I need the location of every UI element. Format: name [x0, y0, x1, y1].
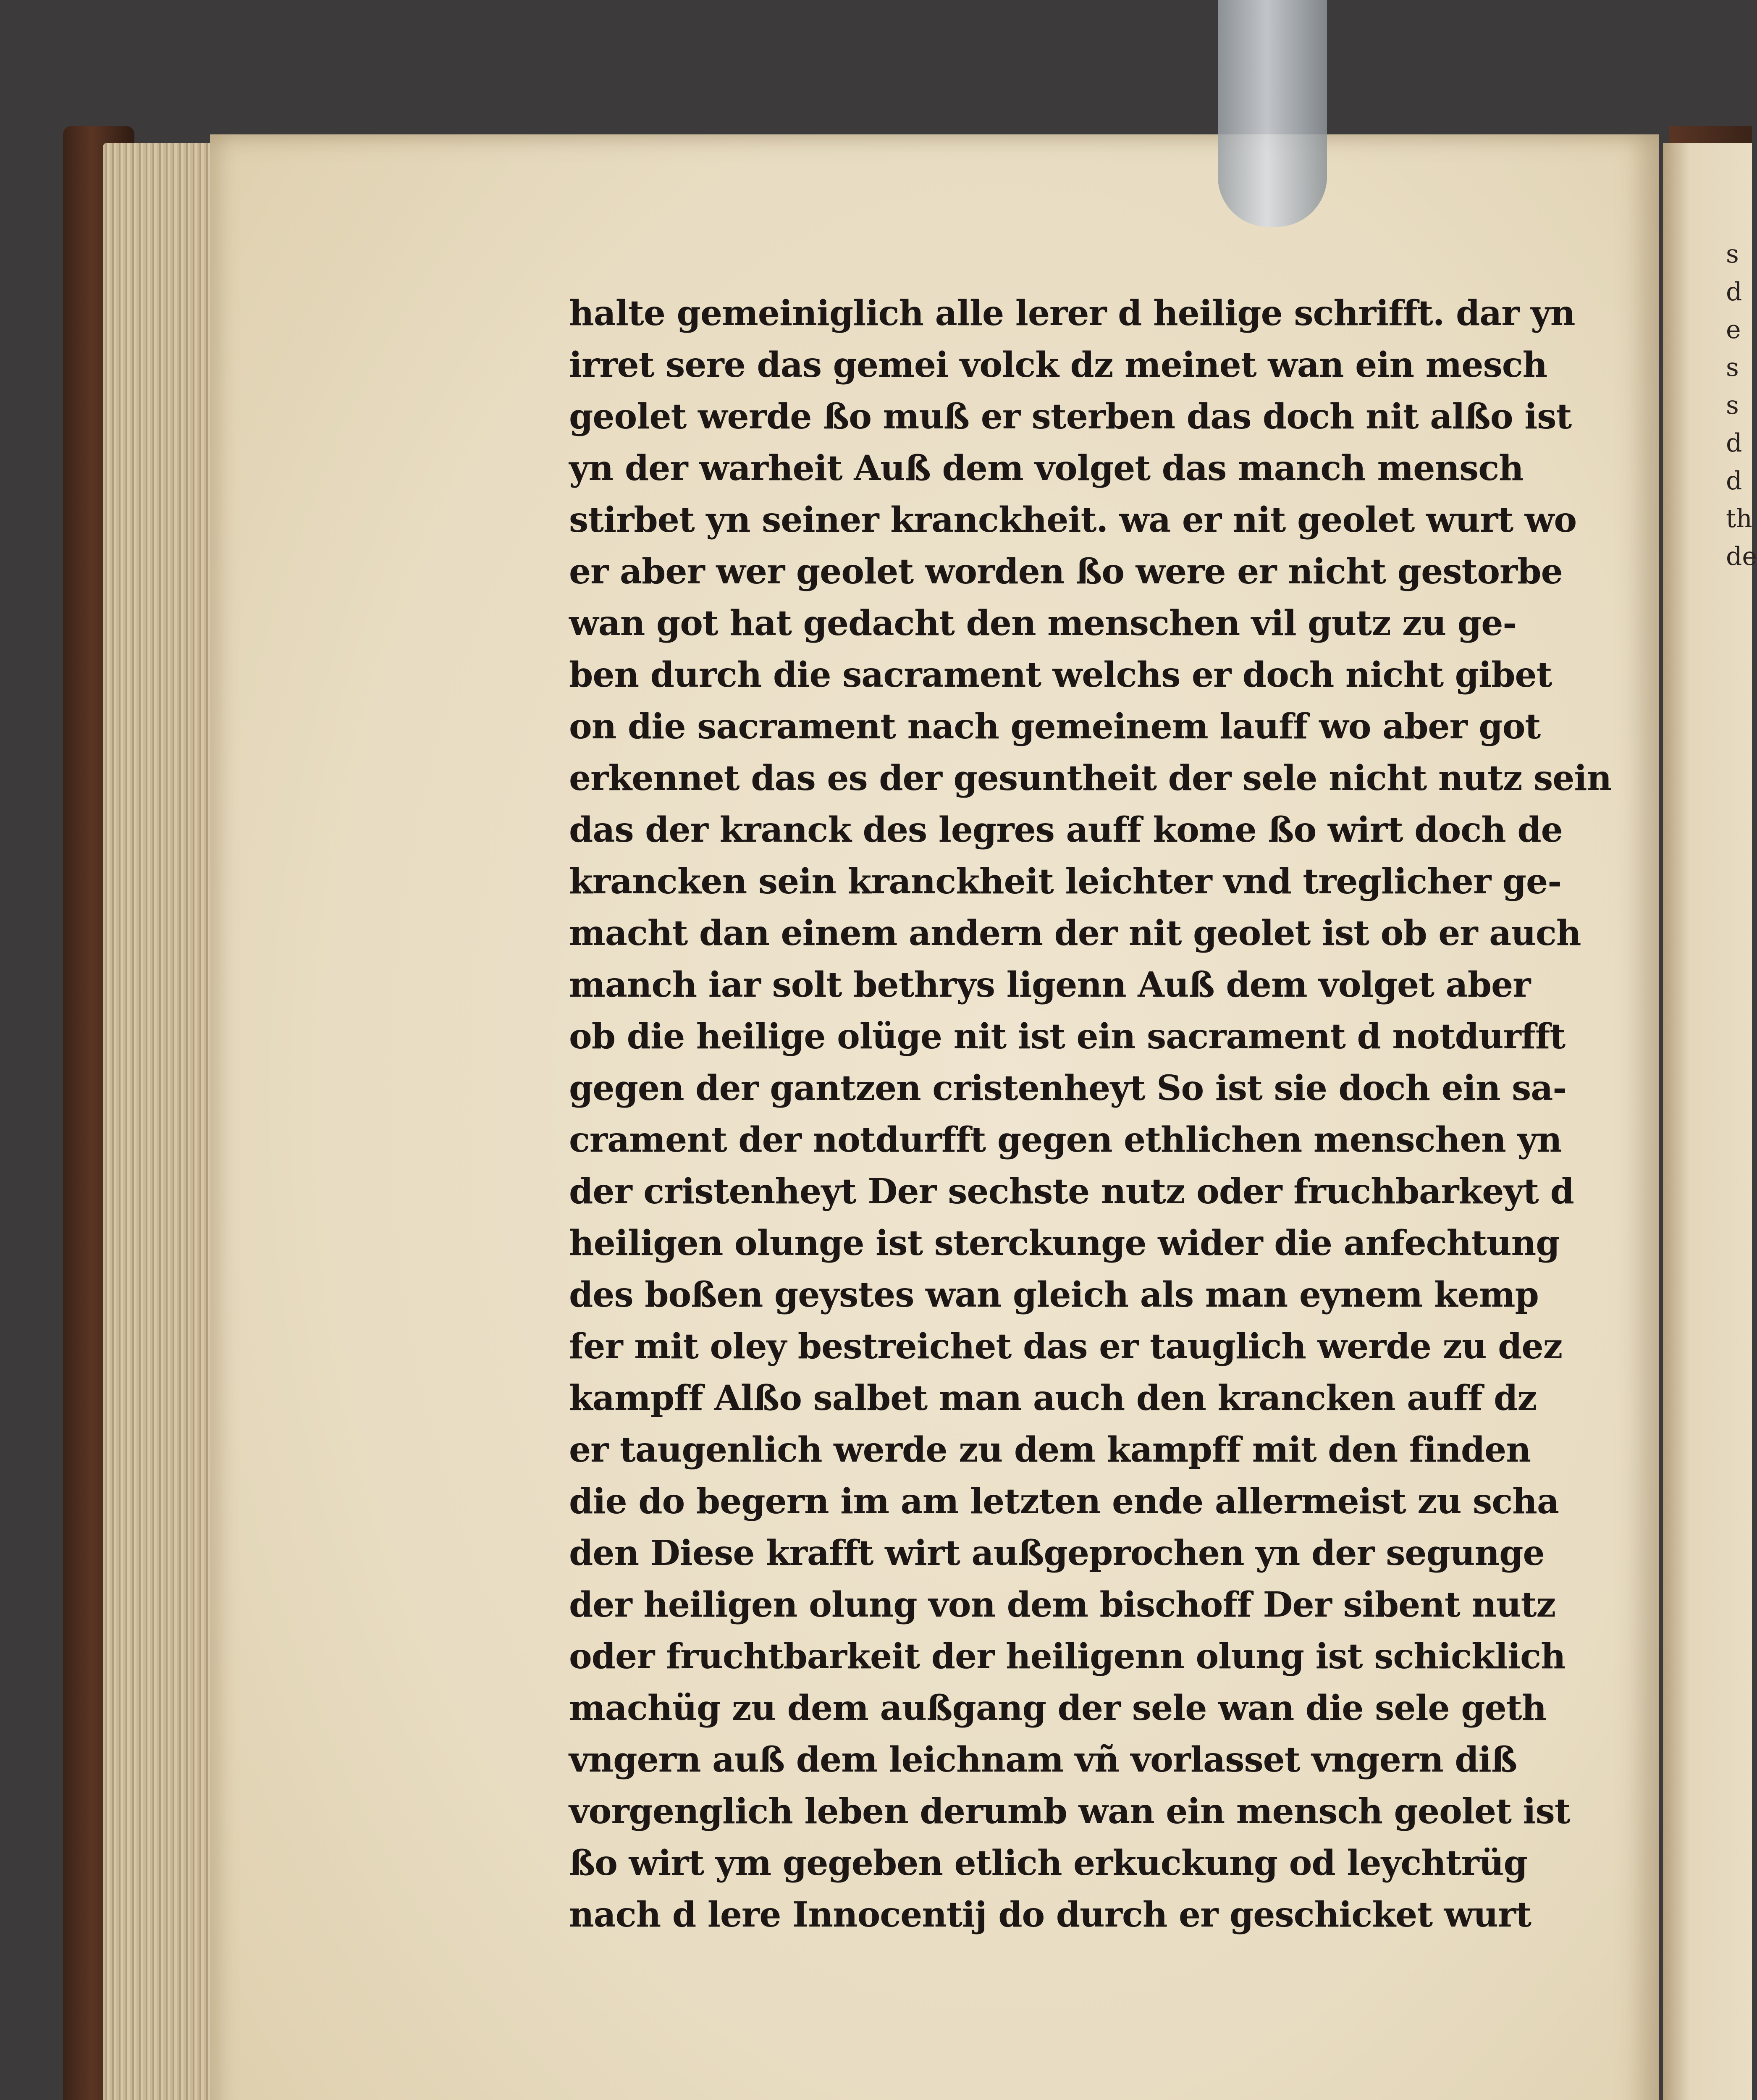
text-line: die do begern im am letzten ende allermeist zu scha	[569, 1481, 1559, 1522]
text-line: ob die heilige olüge nit ist ein sacrament d notdurfft	[569, 1016, 1566, 1057]
text-line: fer mit oley bestreichet das er tauglich werde zu dez	[569, 1326, 1563, 1367]
text-line: macht dan einem andern der nit geolet ist ob er auch	[569, 913, 1581, 953]
text-line: gegen der gantzen cristenheyt So ist sie doch ein sa-	[569, 1068, 1567, 1108]
facing-glyph: s	[1726, 391, 1739, 420]
text-line: krancken sein kranckheit leichter vnd treglicher ge-	[569, 861, 1562, 902]
text-line: er aber wer geolet worden ßo were er nicht gestorbe	[569, 551, 1563, 592]
facing-page-text	[1726, 235, 1757, 575]
text-line: geolet werde ßo muß er sterben das doch nit alßo ist	[569, 396, 1572, 437]
text-line: erkennet das es der gesuntheit der sele nicht nutz sein	[569, 758, 1612, 798]
text-line: wan got hat gedacht den menschen vil gutz zu ge-	[569, 603, 1517, 643]
facing-glyph: s	[1726, 353, 1739, 382]
page-clip-top	[1218, 0, 1327, 227]
text-line: oder fruchtbarkeit der heiligenn olung ist schicklich	[569, 1636, 1566, 1677]
text-line: der cristenheyt Der sechste nutz oder fruchbarkeyt d	[569, 1171, 1574, 1212]
text-line: stirbet yn seiner kranckheit. wa er nit geolet wurt wo	[569, 500, 1577, 540]
facing-glyph: d	[1726, 277, 1742, 307]
text-line: ßo wirt ym gegeben etlich erkuckung od leychtrüg	[569, 1843, 1527, 1883]
text-line: er taugenlich werde zu dem kampff mit den finden	[569, 1430, 1531, 1470]
text-block	[569, 288, 1612, 1941]
text-line: das der kranck des legres auff kome ßo wirt doch de	[569, 810, 1563, 850]
text-line: kampff Alßo salbet man auch den krancken auff dz	[569, 1378, 1537, 1418]
text-line: vorgenglich leben derumb wan ein mensch geolet ist	[569, 1791, 1570, 1832]
text-line: manch iar solt bethrys ligenn Auß dem volget aber	[569, 965, 1531, 1005]
facing-glyph: e	[1726, 315, 1741, 344]
text-line: ben durch die sacrament welchs er doch nicht gibet	[569, 655, 1552, 695]
text-line: on die sacrament nach gemeinem lauff wo aber got	[569, 706, 1541, 747]
text-line: der heiligen olung von dem bischoff Der sibent nutz	[569, 1585, 1556, 1625]
text-line: vngern auß dem leichnam vñ vorlasset vngern diß	[569, 1740, 1517, 1780]
text-line: halte gemeiniglich alle lerer d heilige schrifft. dar yn	[569, 293, 1575, 333]
facing-glyph: th	[1726, 504, 1752, 533]
text-line: heiligen olunge ist sterckunge wider die anfechtung	[569, 1223, 1560, 1263]
text-line: machüg zu dem außgang der sele wan die sele geth	[569, 1688, 1547, 1728]
facing-glyph: d	[1726, 466, 1742, 496]
facing-glyph: s	[1726, 239, 1739, 269]
text-line: den Diese krafft wirt außgeprochen yn der segunge	[569, 1533, 1545, 1573]
text-line: nach d lere Innocentij do durch er geschicket wurt	[569, 1895, 1531, 1935]
text-line: des boßen geystes wan gleich als man eynem kemp	[569, 1275, 1539, 1315]
text-line: irret sere das gemei volck dz meinet wan ein mesch	[569, 345, 1547, 385]
facing-glyph: d	[1726, 428, 1742, 458]
text-line: crament der notdurfft gegen ethlichen menschen yn	[569, 1120, 1562, 1160]
facing-glyph: de	[1726, 542, 1757, 571]
text-line: yn der warheit Auß dem volget das manch mensch	[569, 448, 1524, 488]
